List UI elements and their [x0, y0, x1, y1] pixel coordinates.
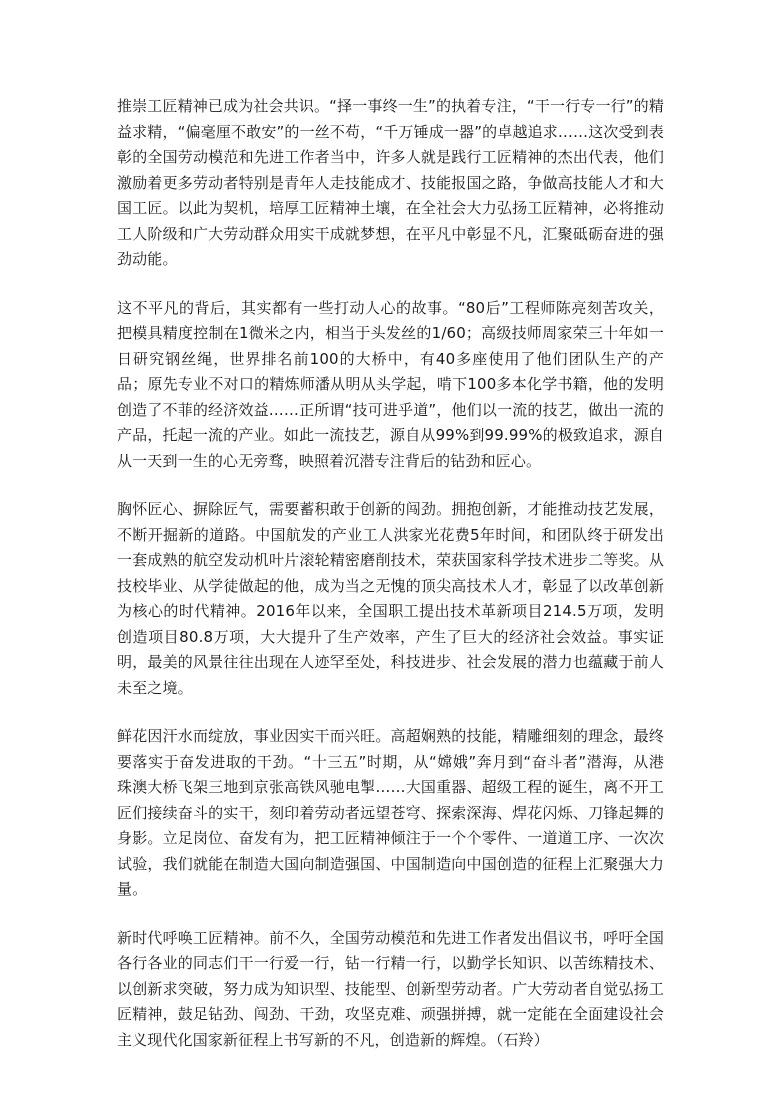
paragraph-3: 胸怀匠心、摒除匠气，需要蓄积敢于创新的闯劲。拥抱创新，才能推动技艺发展，不断开掘新的道路。中国航发的产业工人洪家光花费5年时间，和团队终于研发出一套成熟的航空发动机叶片滚轮精密磨削技术，荣获国家科学技术进步二等奖。从技校毕业、从学徒做起的他，成为当之无愧的顶尖高技术人才，彰显了以改革创新为核心的时代精神。2016年以来，全国职工提出技术革新项目214.5万项，发明创造项目80.8万项，大大提升了生产效率，产生了巨大的经济社会效益。事实证明，最美的风景往往出现在人迹罕至处，科技进步、社会发展的潜力也蕴藏于前人未至之境。: [117, 500, 664, 697]
paragraph-2: 这不平凡的背后，其实都有一些打动人心的故事。“80后”工程师陈亮刻苦攻关，把模具精度控制在1微米之内，相当于头发丝的1/60；高级技师周家荣三十年如一日研究钢丝绳，世界排名前100的大桥中，有40多座使用了他们团队生产的产品；原先专业不对口的精炼师潘从明从头学起，啃下100多本化学书籍，他的发明创造了不菲的经济效益……正所谓“技可进乎道”，他们以一流的技艺，做出一流的产品，托起一流的产业。如此一流技艺，源自从99%到99.99%的极致追求，源自从一天到一生的心无旁骛，映照着沉潜专注背后的钻劲和匠心。: [117, 298, 664, 470]
paragraph-5: 新时代呼唤工匠精神。前不久，全国劳动模范和先进工作者发出倡议书，呼吁全国各行各业的同志们干一行爱一行，钻一行精一行，以勤学长知识、以苦练精技术、以创新求突破，努力成为知识型、技能型、创新型劳动者。广大劳动者自觉弘扬工匠精神，鼓足钻劲、闯劲、干劲，攻坚克难、顽强拼搏，就一定能在全面建设社会主义现代化国家新征程上书写新的不凡，创造新的辉煌。（石羚）: [117, 928, 664, 1049]
article-body: [117, 94, 664, 1053]
paragraph-4: 鲜花因汗水而绽放，事业因实干而兴旺。高超娴熟的技能，精雕细刻的理念，最终要落实于奋发进取的干劲。“十三五”时期，从“嫦娥”奔月到“奋斗者”潜海，从港珠澳大桥飞架三地到京张高铁风驰电掣……大国重器、超级工程的诞生，离不开工匠们接续奋斗的实干，刻印着劳动者远望苍穹、探索深海、焊花闪烁、刀锋起舞的身影。立足岗位、奋发有为，把工匠精神倾注于一个个零件、一道道工序、一次次试验，我们就能在制造大国向制造强国、中国制造向中国创造的征程上汇聚强大力量。: [117, 727, 664, 898]
paragraph-1: 推崇工匠精神已成为社会共识。“择一事终一生”的执着专注，“干一行专一行”的精益求精，“偏毫厘不敢安”的一丝不苟，“千万锤成一器”的卓越追求……这次受到表彰的全国劳动模范和先进工作者当中，许多人就是践行工匠精神的杰出代表，他们激励着更多劳动者特别是青年人走技能成才、技能报国之路，争做高技能人才和大国工匠。以此为契机，培厚工匠精神土壤，在全社会大力弘扬工匠精神，必将推动工人阶级和广大劳动群众用实干成就梦想，在平凡中彰显不凡，汇聚砥砺奋进的强劲动能。: [117, 97, 664, 268]
